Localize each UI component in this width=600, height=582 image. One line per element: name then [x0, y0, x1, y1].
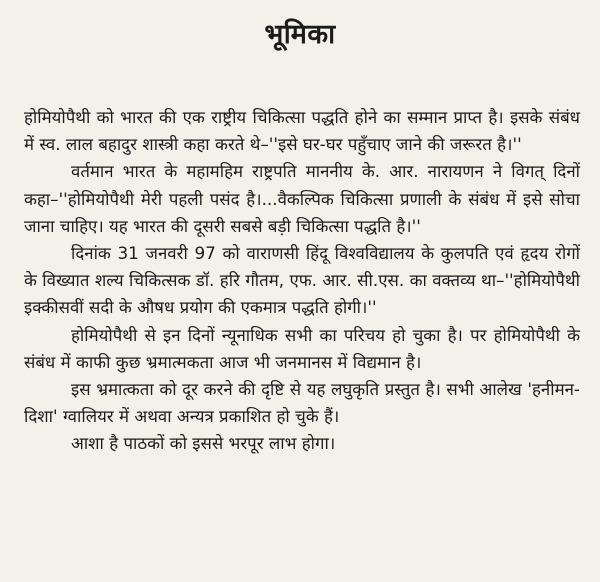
paragraph-4: होमियोपैथी से इन दिनों न्यूनाधिक सभी का परिचय हो चुका है। पर होमियोपैथी के संबंध में काफी कुछ भ्रमात्मकता आज भी जनमानस में विद्यमान है।: [24, 324, 580, 372]
body-text: [24, 104, 580, 458]
page-title: भूमिका: [264, 19, 336, 50]
paragraph-1: होमियोपैथी को भारत की एक राष्ट्रीय चिकित्सा पद्धति होने का सम्मान प्राप्त है। इसके संबंध में स्व. लाल बहादुर शास्त्री कहा करते थे–''इसे घर-घर पहुँचाए जाने की जरूरत है।'': [24, 107, 580, 155]
paragraph-2: वर्तमान भारत के महामहिम राष्ट्रपति माननीय के. आर. नारायणन ने विगत् दिनों कहा–''होमियोपैथी मेरी पहली पसंद है।...वैकल्पिक चिकित्सा प्रणाली के संबंध में इसे सोचा जाना चाहिए। यह भारत की दूसरी सबसे बड़ी चिकित्सा पद्धति है।'': [24, 161, 580, 236]
paragraph-5: इस भ्रमात्कता को दूर करने की दृष्टि से यह लघुकृति प्रस्तुत है। सभी आलेख 'हनीमन-दिशा' ग्वालियर में अथवा अन्यत्र प्रकाशित हो चुके हैं।: [24, 379, 580, 427]
paragraph-3: दिनांक 31 जनवरी 97 को वाराणसी हिंदू विश्वविद्यालय के कुलपति एवं हृदय रोगों के विख्यात शल्य चिकित्सक डॉ. हरि गौतम, एफ. आर. सी.एस. का वक्तव्य था–''होमियोपैथी इक्कीसवीं सदी के औषध प्रयोग की एकमात्र पद्धति होगी।'': [24, 243, 580, 318]
paragraph-6: आशा है पाठकों को इससे भरपूर लाभ होगा।: [71, 433, 336, 454]
